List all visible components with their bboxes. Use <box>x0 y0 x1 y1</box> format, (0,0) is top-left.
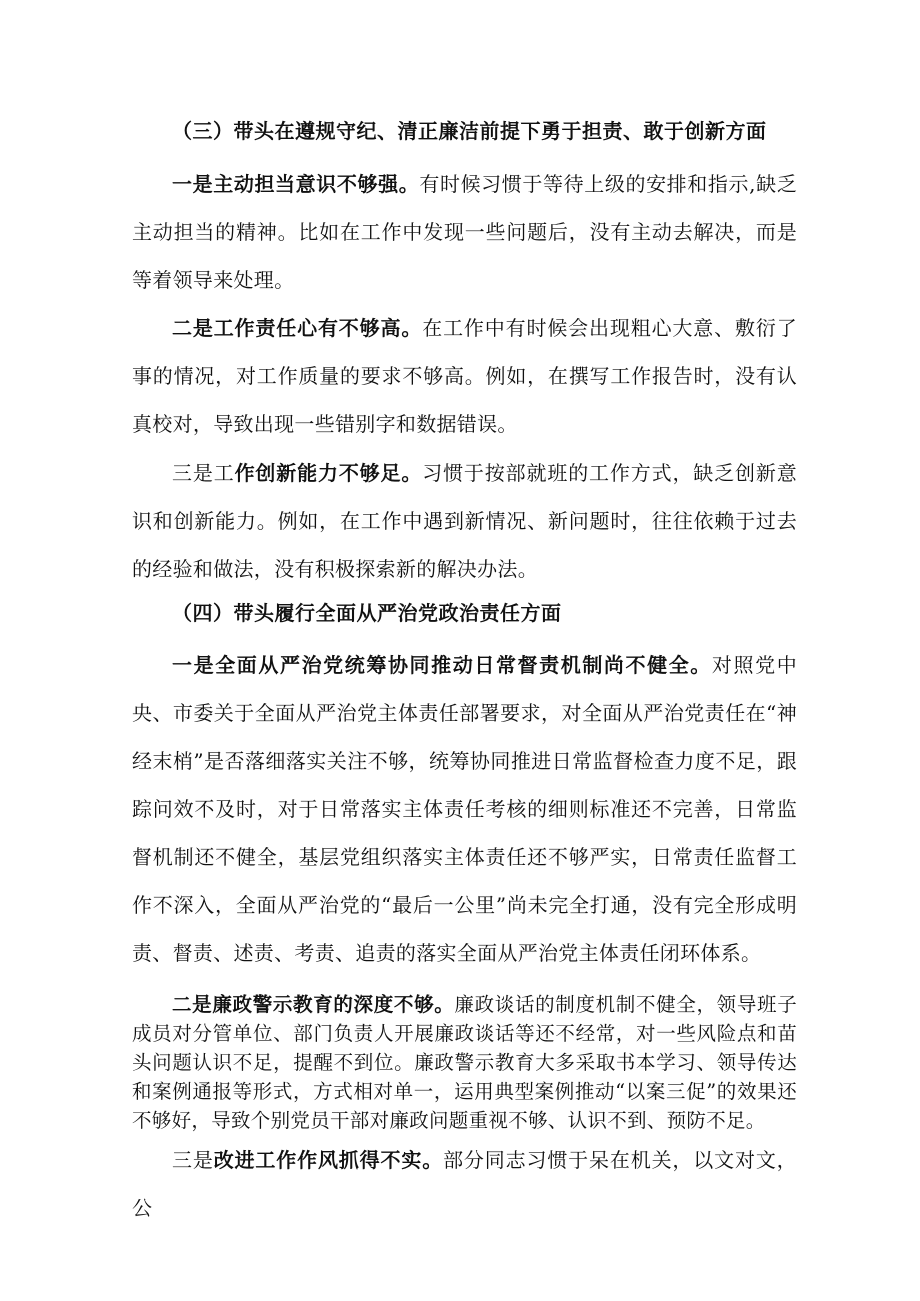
paragraph-4-3 <box>132 1136 797 1232</box>
paragraph-body: 习惯于按部就班的工作方式，缺乏创新意识和创新能力。例如，在工作中遇到新情况、新问题时，往往依赖于过去的经验和做法，没有积极探索新的解决办法。 <box>132 461 798 581</box>
paragraph-3-1 <box>132 160 797 304</box>
paragraph-lead: 作创新能力不够足。 <box>234 461 423 485</box>
paragraph-body: 部分同志习惯于呆在机关，以文对文，公 <box>132 1148 797 1220</box>
paragraph-lead: 改进工作作风抓得不实。 <box>213 1148 444 1172</box>
paragraph-4-1 <box>132 641 797 977</box>
section-heading-4: （四）带头履行全面从严治党政治责任方面 <box>172 601 562 625</box>
paragraph-lead: 一是全面从严治党统筹协同推动日常督责机制尚不健全。 <box>172 653 712 677</box>
paragraph-3-2 <box>132 304 797 448</box>
paragraph-3-3 <box>132 449 797 593</box>
paragraph-body: 在工作中有时候会出现粗心大意、敷衍了事的情况，对工作质量的要求不够高。例如，在撰写工作报告时，没有认真校对，导致出现一些错别字和数据错误。 <box>132 316 797 436</box>
section-heading-3: （三）带头在遵规守纪、清正廉洁前提下勇于担责、敢于创新方面 <box>172 119 767 143</box>
paragraph-body: 对照党中央、市委关于全面从严治党主体责任部署要求，对全面从严治党责任在“神经末梢”是否落细落实关注不够，统筹协同推进日常监督检查力度不足，跟踪问效不及时，对于日常落实主体责任考核的细则标准还不完善，日常监督机制还不健全，基层党组织落实主体责任还不够严实，日常责任监督工作不深入，全面从严治党的“最后一公里”尚未完全打通，没有完全形成明责、督责、述责、考责、追责的落实全面从严治党主体责任闭环体系。 <box>132 653 798 965</box>
paragraph-lead: 一是主动担当意识不够强。 <box>172 172 420 196</box>
paragraph-4-2 <box>132 990 797 1135</box>
paragraph-body: 有时候习惯于等待上级的安排和指示,缺乏主动担当的精神。比如在工作中发现一些问题后，没有主动去解决，而是等着领导来处理。 <box>132 172 797 292</box>
paragraph-lead-plain: 三是 <box>172 1148 214 1172</box>
paragraph-lead-plain: 三是工 <box>172 461 235 485</box>
paragraph-lead: 二是廉政警示教育的深度不够。 <box>172 993 455 1016</box>
paragraph-body: 廉政谈话的制度机制不健全，领导班子成员对分管单位、部门负责人开展廉政谈话等还不经常，对一些风险点和苗头问题认识不足，提醒不到位。廉政警示教育大多采取书本学习、领导传达和案例通报等形式，方式相对单一，运用典型案例推动“以案三促”的效果还不够好，导致个别党员干部对廉政问题重视不够、认识不到、预防不足。 <box>132 993 797 1132</box>
paragraph-lead: 二是工作责任心有不够高。 <box>172 316 423 340</box>
